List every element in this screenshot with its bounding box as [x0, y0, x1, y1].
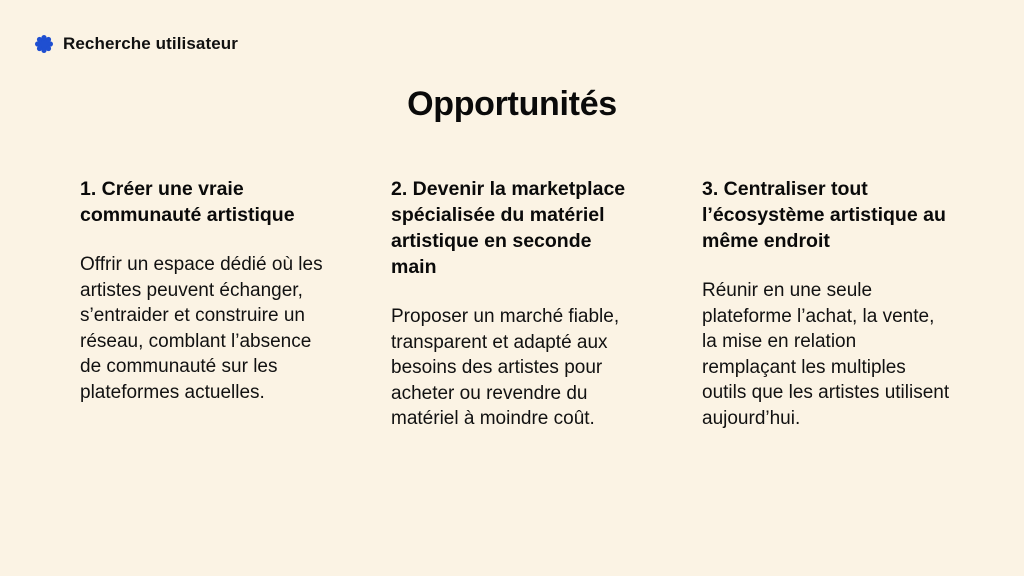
page-title: Opportunités [407, 85, 617, 123]
opportunity-column-1 [80, 176, 330, 405]
opportunity-title: 3. Centraliser tout l’écosystème artistique au même endroit [702, 178, 946, 252]
opportunity-description: Proposer un marché fiable, transparent et adapté aux besoins des artistes pour acheter ou revendre du matériel à moindre coût. [391, 306, 620, 429]
opportunity-title: 1. Créer une vraie communauté artistique [80, 178, 295, 226]
opportunity-column-2 [391, 176, 641, 432]
flower-badge-icon [34, 34, 54, 54]
opportunity-description: Offrir un espace dédié où les artistes peuvent échanger, s’entraider et construire un réseau, comblant l’absence de communauté sur les plateformes actuelles. [80, 254, 323, 403]
opportunity-column-3 [702, 176, 952, 431]
opportunity-description: Réunir en une seule plateforme l’achat, la vente, la mise en relation remplaçant les multiples outils que les artistes utilisent aujourd’hui. [702, 280, 950, 429]
slide-header [34, 34, 238, 54]
section-label: Recherche utilisateur [63, 34, 238, 53]
opportunity-title: 2. Devenir la marketplace spécialisée du matériel artistique en seconde main [391, 178, 626, 278]
